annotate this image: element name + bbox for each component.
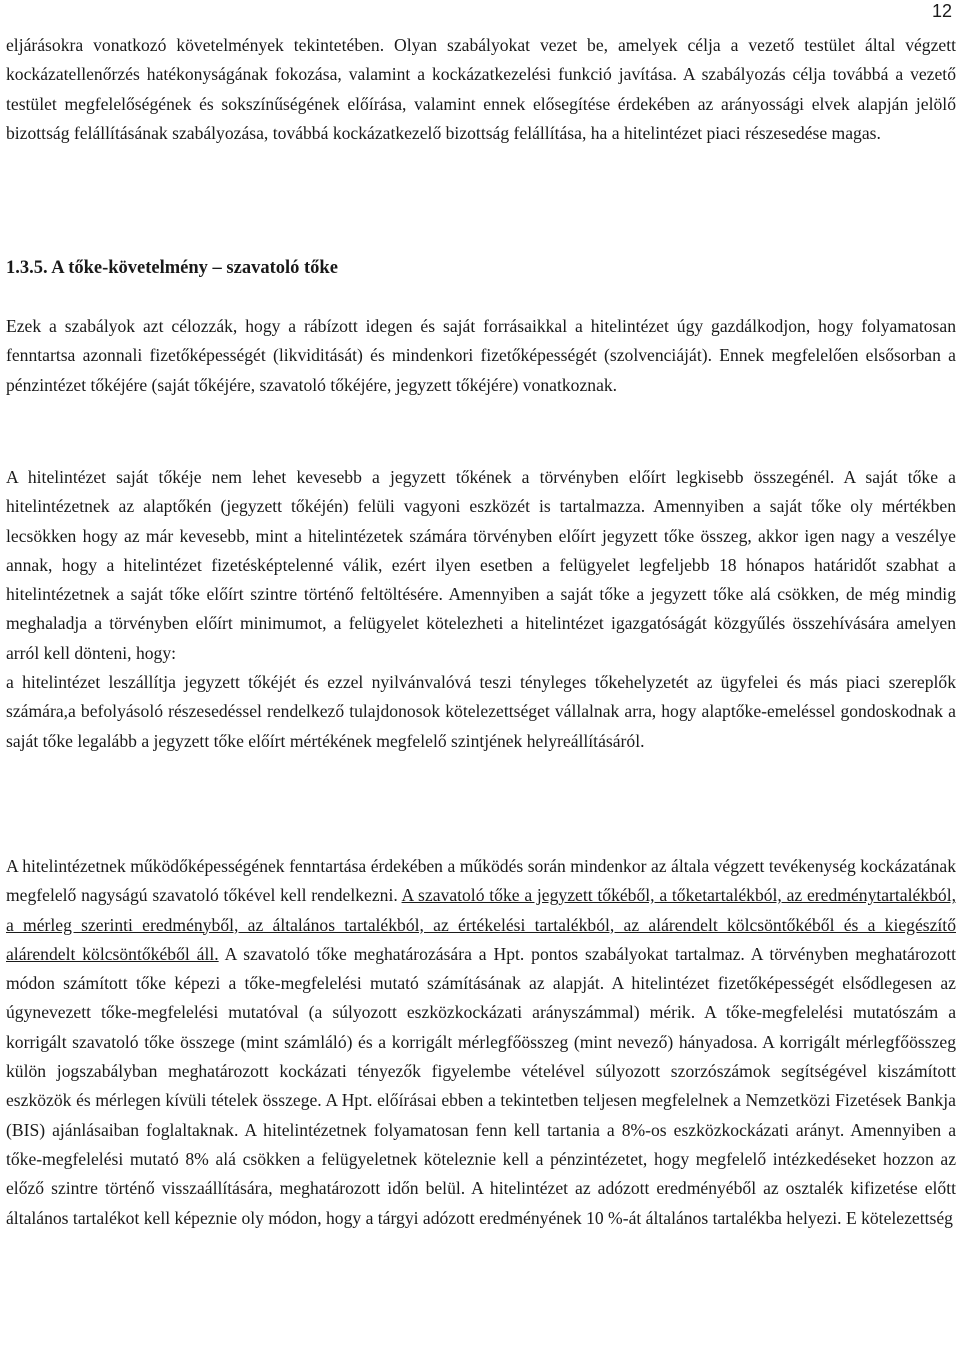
paragraph-3-main: A hitelintézet saját tőkéje nem lehet kevesebb a jegyzett tőkének a törvényben előírt legkisebb összegénél. A saját tőke a hitelintézetnek az alaptőkén (jegyzett tőkéjén) felüli vagyoni eszközét is tartalmazza. Amennyiben a saját tőke oly mértékben lecsökken hogy az már kevesebb, mint a hitelintézetek számára törvényben előírt jegyzett tőke összeg, akkor igen nagy a veszélye annak, hogy a hitelintézet fizetésképtelenné válik, ezért ilyen esetben a felügyelet legfeljebb 18 hónapos határidőt szabhat a hitelintézetnek a saját tőke előírt szintre történő feltöltésére. Amennyiben a saját tőke a jegyzett tőke alá csökken, de még mindig meghaladja a törvényben előírt minimumot, a felügyelet kötelezheti a hitelintézet igazgatóságát közgyűlés összehívására amelyen arról kell dönteni, hogy:	[6, 467, 956, 663]
paragraph-1: eljárásokra vonatkozó követelmények tekintetében. Olyan szabályokat vezet be, amelyek célja a vezető testület által végzett kockázatellenőrzés hatékonyságának fokozása, valamint a kockázatkezelési funkció javítása. A szabályozás célja továbbá a vezető testület megfelelőségének és sokszínűségének előírása, valamint ennek elősegítése érdekében az arányossági elvek alapján jelölő bizottság felállításának szabályozása, továbbá kockázatkezelő bizottság felállítása, ha a hitelintézet piaci részesedése magas.	[6, 35, 956, 143]
page-number: 12	[931, 1, 952, 21]
paragraph-3	[6, 463, 956, 756]
paragraph-4-underlined: A szavatoló tőke a jegyzett tőkéből, a tőketartalékból, az eredménytartalékból, a mérleg szerinti eredményből, az általános tartalékból, az értékelési tartalékból, az alárendelt kölcsöntőkéből és a kiegészítő alárendelt kölcsöntőkéből áll.	[6, 885, 956, 964]
paragraph-4-rest: A szavatoló tőke meghatározására a Hpt. pontos szabályokat tartalmaz. A törvényben meghatározott módon számított tőke képezi a tőke-megfelelési mutató számításának az alapját. A hitelintézet fizetőképességét elsődlegesen az úgynevezett tőke-megfelelési mutatóval (a súlyozott eszközkockázati arányszámmal) mérik. A tőke-megfelelési mutatószám a korrigált szavatoló tőke összege (mint számláló) és a korrigált mérlegfőösszeg (mint nevező) hányadosa. A korrigált mérlegfőösszeg külön jogszabályban meghatározott kockázati tényezők figyelembe vételével súlyozott szorzószámok segítségével kiszámított eszközök és mérlegen kívüli tételek összege. A Hpt. előírásai ebben a tekintetben teljesen megfelelnek a Nemzetközi Fizetések Bankja (BIS) ajánlásaiban foglaltaknak. A hitelintézetnek folyamatosan fenn kell tartania a 8%-os eszközkockázati arányt. Amennyiben a tőke-megfelelési mutató 8% alá csökken a felügyeletnek köteleznie kell a pénzintézetet, hogy megfelelő intézkedéseket hozzon az előző szintre történő visszaállítására, meghatározott időn belül. A hitelintézet az adózott eredményéből az osztalék kifizetése előtt általános tartalékot kell képeznie oly módon, hogy a tárgyi adózott eredményének 10 %-át általános tartalékba helyezi. E kötelezettség	[6, 943, 956, 1228]
paragraph-4	[6, 852, 956, 1233]
document-page	[6, 0, 956, 1370]
paragraph-4-intro: A hitelintézetnek működőképességének fenntartása érdekében a működés során mindenkor az általa végzett tevékenység kockázatának megfelelő nagyságú szavatoló tőkével kell rendelkezni.	[6, 856, 956, 906]
section-heading: 1.3.5. A tőke-követelmény – szavatoló tőke	[6, 258, 338, 278]
paragraph-3-continuation: a hitelintézet leszállítja jegyzett tőkéjét és ezzel nyilvánvalóvá teszi tényleges tőkehelyzetét az ügyfelei és más piaci szereplők számára,a befolyásoló részesedéssel rendelkező tulajdonosok kötelezettséget vállalnak arra, hogy alaptőke-emeléssel gondoskodnak a saját tőke legalább a jegyzett tőke előírt mértékének megfelelő szintjének helyreállításáról.	[6, 672, 956, 751]
paragraph-2: Ezek a szabályok azt célozzák, hogy a rábízott idegen és saját forrásaikkal a hitelintézet úgy gazdálkodjon, hogy folyamatosan fenntartsa azonnali fizetőképességét (likviditását) és mindenkori fizetőképességét (szolvenciáját). Ennek megfelelően elsősorban a pénzintézet tőkéjére (saját tőkéjére, szavatoló tőkéjére, jegyzett tőkéjére) vonatkoznak.	[6, 316, 956, 395]
